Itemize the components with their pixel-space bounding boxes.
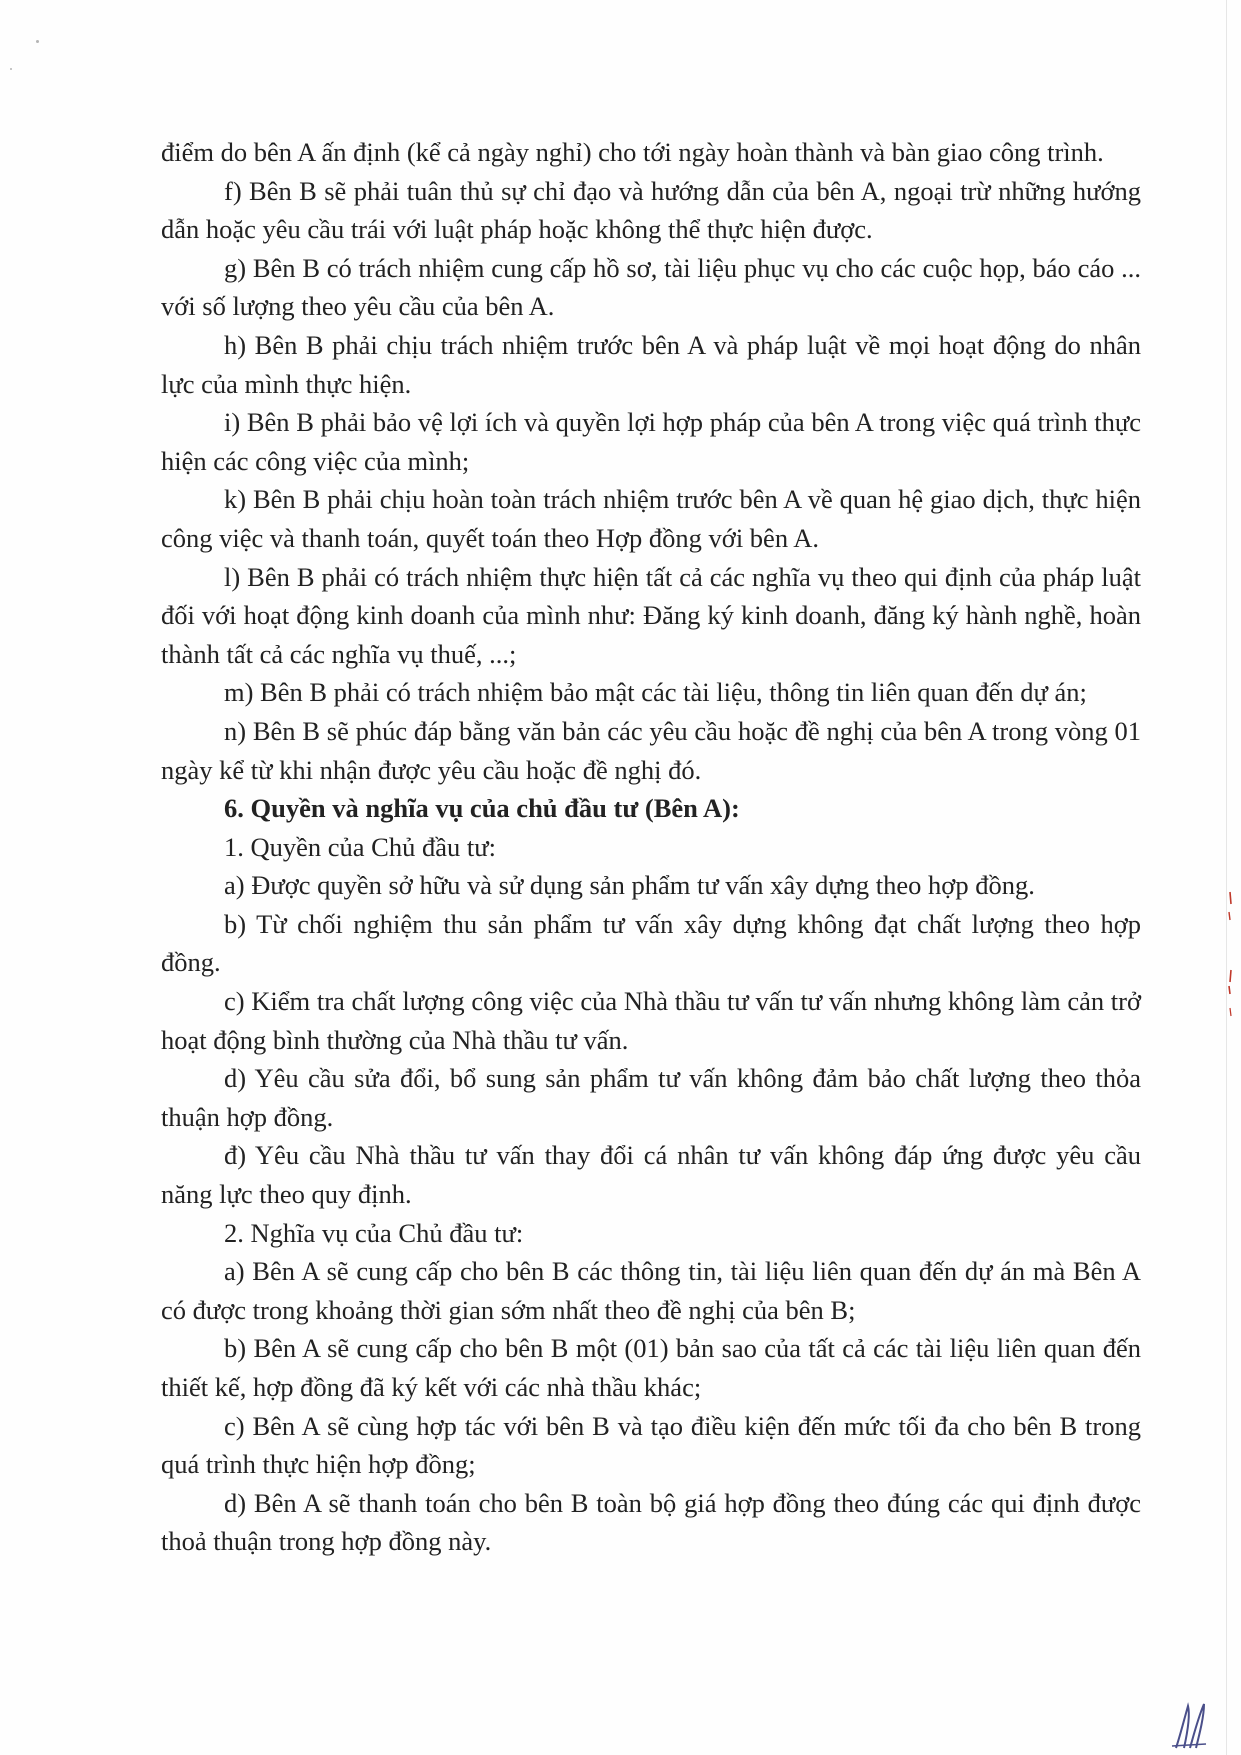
paragraph: b) Bên A sẽ cung cấp cho bên B một (01) bản sao của tất cả các tài liệu liên quan đến thiết kế, hợp đồng đã ký kết với các nhà thầu khác; <box>161 1333 1141 1402</box>
handwritten-initial-mark <box>1166 1700 1212 1752</box>
scan-speck <box>36 40 39 43</box>
paragraph: d) Yêu cầu sửa đổi, bổ sung sản phẩm tư vấn không đảm bảo chất lượng theo thỏa thuận hợp đồng. <box>161 1063 1141 1132</box>
page-edge-line <box>1226 0 1227 1755</box>
paragraph: b) Từ chối nghiệm thu sản phẩm tư vấn xây dựng không đạt chất lượng theo hợp đồng. <box>161 908 1141 978</box>
paragraph: d) Bên A sẽ thanh toán cho bên B toàn bộ giá hợp đồng theo đúng các qui định được thoả thuận trong hợp đồng này. <box>161 1487 1141 1557</box>
paragraph: i) Bên B phải bảo vệ lợi ích và quyền lợi hợp pháp của bên A trong việc quá trình thực hiện các công việc của mình; <box>161 407 1141 476</box>
paragraph: a) Bên A sẽ cung cấp cho bên B các thông tin, tài liệu liên quan đến dự án mà Bên A có được trong khoảng thời gian sớm nhất theo đề nghị của bên B; <box>161 1256 1141 1325</box>
contract-body-text <box>161 133 1141 1561</box>
paragraph: k) Bên B phải chịu hoàn toàn trách nhiệm trước bên A về quan hệ giao dịch, thực hiện công việc và thanh toán, quyết toán theo Hợp đồng với bên A. <box>161 484 1141 553</box>
stamp-fragment <box>1229 912 1230 920</box>
stamp-fragment <box>1230 1008 1231 1016</box>
margin-stamp-mark <box>1226 890 1234 1020</box>
section-heading: 6. Quyền và nghĩa vụ của chủ đầu tư (Bên A): <box>224 793 740 824</box>
subsection-heading: 2. Nghĩa vụ của Chủ đầu tư: <box>224 1217 524 1248</box>
paragraph: c) Bên A sẽ cùng hợp tác với bên B và tạo điều kiện đến mức tối đa cho bên B trong quá trình thực hiện hợp đồng; <box>161 1410 1141 1480</box>
paragraph: h) Bên B phải chịu trách nhiệm trước bên A và pháp luật về mọi hoạt động do nhân lực của mình thực hiện. <box>161 329 1141 399</box>
paragraph: c) Kiểm tra chất lượng công việc của Nhà thầu tư vấn tư vấn nhưng không làm cản trở hoạt động bình thường của Nhà thầu tư vấn. <box>161 986 1141 1055</box>
paragraph: a) Được quyền sở hữu và sử dụng sản phẩm tư vấn xây dựng theo hợp đồng. <box>224 870 1035 901</box>
paragraph: f) Bên B sẽ phải tuân thủ sự chỉ đạo và hướng dẫn của bên A, ngoại trừ những hướng dẫn hoặc yêu cầu trái với luật pháp hoặc không thể thực hiện được. <box>161 175 1141 245</box>
paragraph: đ) Yêu cầu Nhà thầu tư vấn thay đổi cá nhân tư vấn không đáp ứng được yêu cầu năng lực theo quy định. <box>161 1140 1141 1210</box>
paragraph: m) Bên B phải có trách nhiệm bảo mật các tài liệu, thông tin liên quan đến dự án; <box>224 677 1087 708</box>
paragraph: l) Bên B phải có trách nhiệm thực hiện tất cả các nghĩa vụ theo qui định của pháp luật đối với hoạt động kinh doanh của mình như: Đăng ký kinh doanh, đăng ký hành nghề, hoàn thành tất cả các nghĩa vụ thuế, ...; <box>161 561 1141 669</box>
stamp-fragment <box>1230 892 1231 904</box>
scan-speck <box>10 68 12 70</box>
stamp-fragment <box>1229 970 1231 994</box>
paragraph: điểm do bên A ấn định (kể cả ngày nghỉ) cho tới ngày hoàn thành và bàn giao công trình. <box>161 137 1104 167</box>
paragraph: n) Bên B sẽ phúc đáp bằng văn bản các yêu cầu hoặc đề nghị của bên A trong vòng 01 ngày kể từ khi nhận được yêu cầu hoặc đề nghị đó. <box>161 715 1141 785</box>
subsection-heading: 1. Quyền của Chủ đầu tư: <box>224 831 496 862</box>
paragraph: g) Bên B có trách nhiệm cung cấp hồ sơ, tài liệu phục vụ cho các cuộc họp, báo cáo ... với số lượng theo yêu cầu của bên A. <box>161 252 1141 322</box>
